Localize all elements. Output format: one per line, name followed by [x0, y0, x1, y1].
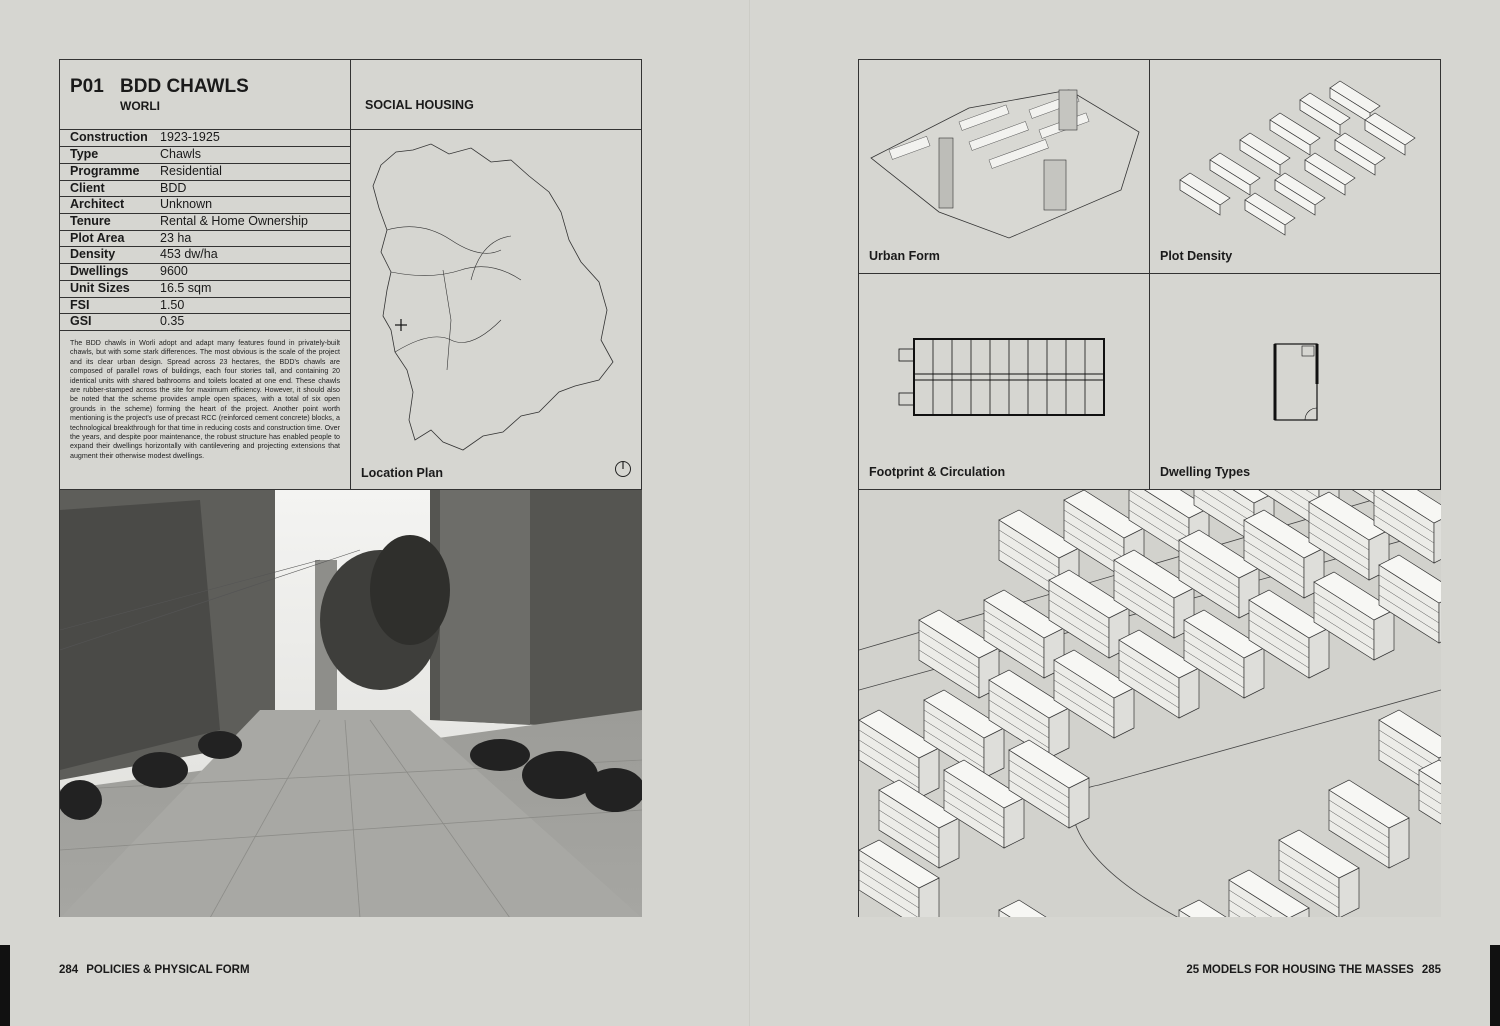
plot-density-drawing — [1150, 60, 1440, 240]
spec-value: BDD — [160, 180, 187, 195]
spine — [749, 0, 751, 1026]
spec-row — [60, 297, 350, 314]
project-description: The BDD chawls in Worli adopt and adapt many features found in privately-built chawls, but with some stark differences. The most obvious is the scale of the project and its clear urban design. Spread across 23 hectares, the BDD's chawls are composed of parallel rows of buildings, each four stories tall, and containing 20 identical units with shared bathrooms and toilets located at one end. These chawls are rubber-stamped across the site for maximum efficiency. However, it should also be noted that the scheme provides ample open spaces, with a total of six open grounds in the scheme) forming the heart of the project. Another point worth mentioning is the project's use of precast RCC (reinforced cement concrete) blocks, a technological breakthrough for that time in reducing costs and construction time. Over the years, and despite poor maintenance, the robust structure has enabled people to expand their dwellings horizontally with cantilevering and projecting extensions that augment their otherwise modest dwellings. — [70, 338, 340, 460]
page-edge-tab-right — [1490, 945, 1500, 1026]
plot-density-label: Plot Density — [1160, 249, 1233, 263]
street-photo-illustration — [60, 490, 642, 917]
spec-row — [60, 197, 350, 214]
spec-value: Rental & Home Ownership — [160, 214, 308, 228]
spec-row — [60, 247, 350, 264]
project-location: WORLI — [120, 99, 160, 113]
spec-row — [60, 280, 350, 297]
location-plan-label: Location Plan — [361, 466, 443, 480]
axonometric-blocks-drawing — [859, 490, 1441, 917]
left-page-frame — [59, 59, 642, 917]
spec-key: Type — [70, 147, 99, 162]
project-code: P01 — [70, 76, 104, 97]
spec-row — [60, 147, 350, 164]
spec-value: 1923-1925 — [160, 130, 220, 145]
spec-key: Construction — [70, 130, 148, 145]
north-arrow-icon — [614, 460, 632, 478]
running-title-right: 25 MODELS FOR HOUSING THE MASSES — [1186, 964, 1414, 976]
spec-row — [60, 180, 350, 197]
footprint-panel — [859, 274, 1150, 489]
spec-value: 453 dw/ha — [160, 247, 218, 262]
folio-left — [59, 964, 250, 976]
spec-key: Dwellings — [70, 264, 129, 279]
spec-value: Residential — [160, 163, 222, 178]
urban-form-drawing — [859, 60, 1149, 240]
spec-row — [60, 214, 350, 231]
dwelling-types-label: Dwelling Types — [1160, 465, 1251, 479]
urban-form-label: Urban Form — [869, 249, 940, 263]
spec-value: 1.50 — [160, 297, 185, 312]
spec-key: Programme — [70, 163, 140, 178]
street-photo — [60, 489, 642, 917]
axonometric-drawing — [859, 489, 1441, 917]
spec-key: Density — [70, 247, 116, 262]
spec-key: Tenure — [70, 214, 111, 228]
plot-density-panel — [1150, 60, 1441, 274]
spec-key: Client — [70, 180, 105, 195]
spec-key: Unit Sizes — [70, 280, 130, 295]
folio-right — [1186, 964, 1441, 976]
spec-value: 0.35 — [160, 314, 185, 329]
spec-row — [60, 163, 350, 180]
mumbai-outline-map — [351, 130, 642, 488]
spec-value: 16.5 sqm — [160, 280, 212, 295]
project-title-box — [60, 60, 350, 130]
right-page-frame — [858, 59, 1441, 917]
spec-value: 9600 — [160, 264, 188, 279]
category-label: SOCIAL HOUSING — [365, 98, 474, 112]
spec-row — [60, 130, 350, 147]
spec-row — [60, 314, 350, 331]
urban-form-panel — [859, 60, 1150, 274]
floor-plan-drawing — [859, 314, 1149, 464]
page-edge-tab-left — [0, 945, 10, 1026]
page-number-right: 285 — [1421, 964, 1441, 976]
spec-key: FSI — [70, 297, 90, 312]
location-plan-panel — [351, 60, 642, 489]
spec-key: GSI — [70, 314, 92, 329]
spec-key: Plot Area — [70, 230, 125, 245]
spec-value: Unknown — [160, 197, 213, 212]
unit-plan-drawing — [1150, 314, 1440, 464]
spec-row — [60, 264, 350, 281]
spec-value: 23 ha — [160, 230, 192, 245]
category-header — [351, 60, 642, 130]
footprint-label: Footprint & Circulation — [869, 465, 1006, 479]
spec-key: Architect — [70, 197, 125, 212]
project-info-column — [60, 60, 351, 489]
spec-value: Chawls — [160, 147, 201, 162]
project-name: BDD CHAWLS — [120, 76, 249, 97]
dwelling-types-panel — [1150, 274, 1441, 489]
spec-row — [60, 230, 350, 247]
spec-table — [60, 130, 350, 331]
running-title-left: POLICIES & PHYSICAL FORM — [86, 964, 250, 976]
page-number-left: 284 — [59, 964, 79, 976]
